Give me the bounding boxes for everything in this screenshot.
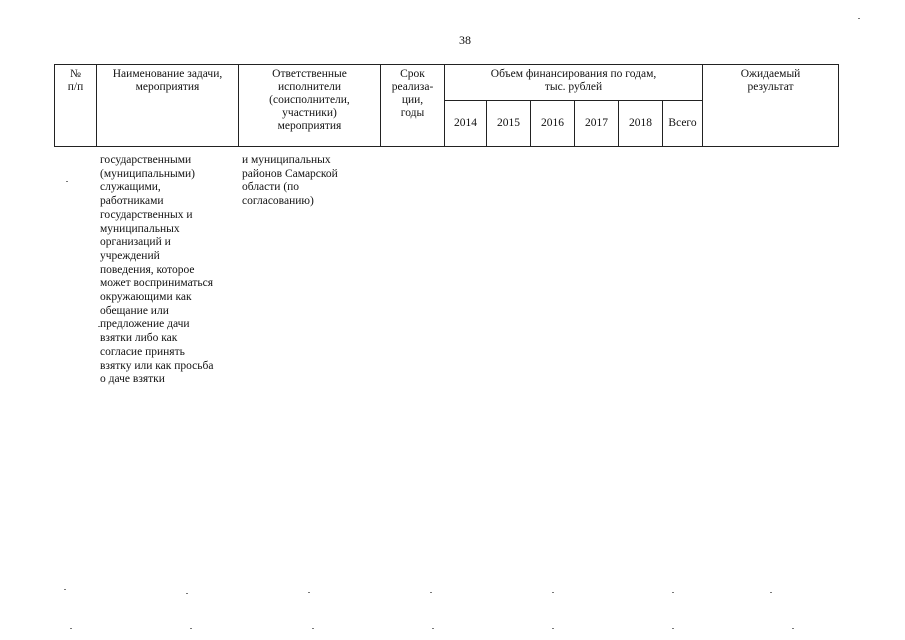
year-header-2017: 2017 [575,101,619,147]
scan-speck [312,628,314,629]
task-continuation-text: государственными (муниципальными) служащими, работниками государственных и муниципальных организаций и учреждений поведения, которое может восприниматься окружающими как обещание или предложение дачи взятки либо как согласие принять взятку или как просьба о даче взятки [100,154,214,386]
scan-speck [552,592,554,593]
scan-speck [64,589,66,590]
col-header-result: Ожидаемый результат [703,65,839,147]
scan-speck [308,592,310,593]
year-header-2015: 2015 [487,101,531,147]
scan-speck [672,628,674,629]
scan-speck [98,326,100,327]
scan-speck [186,593,188,594]
scan-speck [552,628,554,629]
col-header-responsible: Ответственные исполнители (соисполнители, участники) мероприятия [239,65,381,147]
year-header-2014: 2014 [445,101,487,147]
scan-speck [792,628,794,629]
year-header-2016: 2016 [531,101,575,147]
year-header-total: Всего [663,101,703,147]
scan-speck [190,628,192,629]
responsible-continuation-text: и муниципальных районов Самарской области (по согласованию) [242,154,338,208]
scan-speck [66,181,68,182]
scan-speck [430,592,432,593]
scan-speck [770,592,772,593]
col-header-term: Срок реализа- ции, годы [381,65,445,147]
page-number: 38 [459,33,471,47]
scan-speck [432,628,434,629]
header-table [54,64,839,147]
col-header-number: № п/п [55,65,97,147]
year-header-2018: 2018 [619,101,663,147]
col-header-task: Наименование задачи, мероприятия [97,65,239,147]
scan-speck [70,628,72,629]
col-header-funding: Объем финансирования по годам, тыс. рублей [445,65,703,101]
scan-speck [672,592,674,593]
scan-speck [858,18,860,19]
